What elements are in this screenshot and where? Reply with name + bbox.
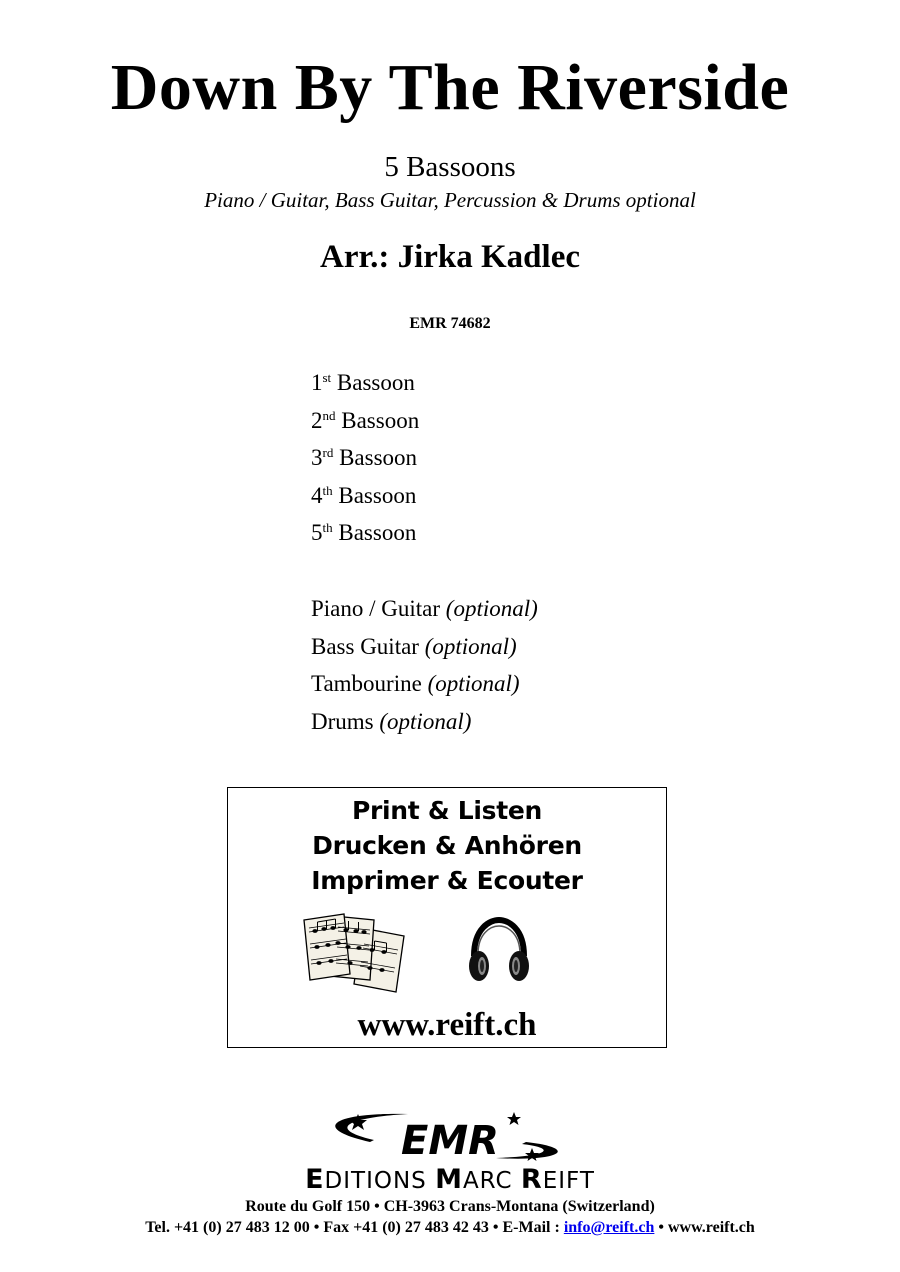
emr-logo [300, 1108, 600, 1164]
optional-part-item: Tambourine (optional) [311, 671, 520, 697]
website-link[interactable]: www.reift.ch [668, 1219, 755, 1236]
publisher-contact: Tel. +41 (0) 27 483 12 00 • Fax +41 (0) 27 483 42 43 • E-Mail : info@reift.ch • www.reift.ch [145, 1219, 755, 1236]
phone: Tel. +41 (0) 27 483 12 00 [145, 1219, 310, 1236]
instrumentation: 5 Bassoons [384, 151, 516, 183]
optional-part-item: Piano / Guitar (optional) [311, 596, 538, 621]
email-link[interactable]: info@reift.ch [563, 1219, 655, 1236]
part-item: 5th Bassoon [311, 520, 417, 546]
promo-line-en: Print & Listen [351, 796, 543, 825]
part-list [311, 364, 419, 552]
sheet-music-icon [300, 910, 412, 994]
catalog-number: EMR 74682 [409, 315, 491, 332]
part-item: 1st Bassoon [311, 370, 415, 395]
fax: Fax +41 (0) 27 483 42 43 [323, 1219, 489, 1236]
svg-text:EMR: EMR [401, 1118, 499, 1164]
part-item: 4th Bassoon [311, 482, 417, 508]
promo-line-de: Drucken & Anhören [312, 831, 582, 860]
publisher-address: Route du Golf 150 • CH-3963 Crans-Montana (Switzerland) [245, 1198, 655, 1215]
headphones-icon [464, 916, 534, 984]
optional-part-item: Bass Guitar (optional) [311, 633, 517, 659]
publisher-name: EDITIONS MARC REIFT [305, 1164, 595, 1195]
promo-url[interactable]: www.reift.ch [357, 1007, 537, 1043]
optional-part-list [311, 590, 538, 740]
score-title: Down By The Riverside [110, 51, 790, 124]
part-item: 2nd Bassoon [311, 407, 420, 433]
optional-part-item: Drums (optional) [311, 708, 472, 734]
promo-line-fr: Imprimer & Ecouter [311, 866, 583, 895]
part-item: 3rd Bassoon [311, 445, 418, 471]
print-listen-box [227, 787, 667, 1048]
optional-instrumentation: Piano / Guitar, Bass Guitar, Percussion & Drums optional [204, 188, 696, 212]
arranger: Arr.: Jirka Kadlec [320, 239, 580, 275]
